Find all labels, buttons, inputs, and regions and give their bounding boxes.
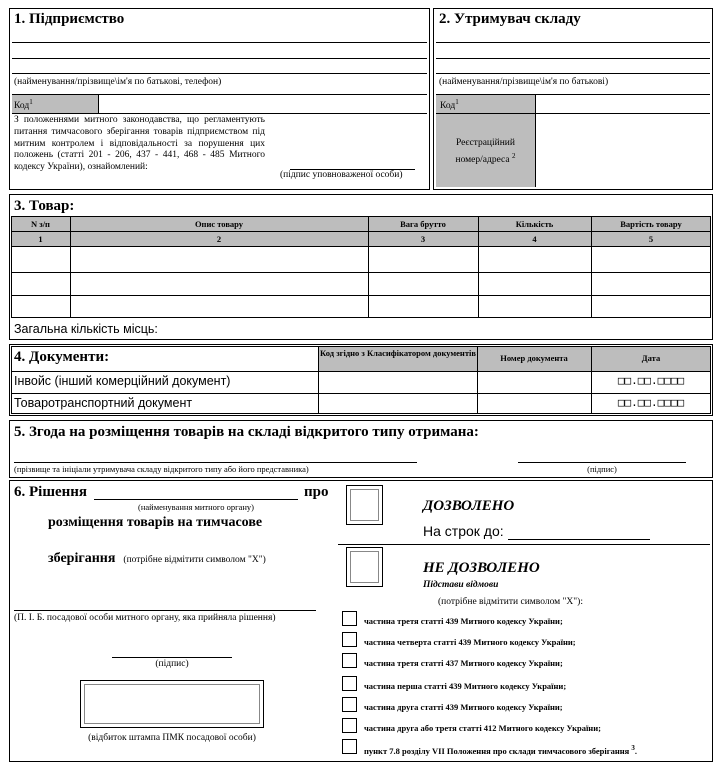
col-number: 3 (420, 234, 426, 244)
divider (535, 94, 536, 187)
consent-name-caption: (прізвище та ініціали утримувача складу відкритого типу або його представника) (14, 464, 309, 474)
col-header-date: Дата (641, 353, 661, 363)
allowed-checkbox[interactable] (346, 485, 383, 525)
section-goods-title: 3. Товар: (14, 198, 75, 214)
decision-signature-caption: (підпис) (155, 659, 189, 669)
name-line (436, 58, 710, 59)
official-line (14, 610, 316, 611)
term-line (508, 539, 650, 540)
divider (70, 216, 71, 318)
col-number: 5 (648, 234, 654, 244)
signature-line (112, 657, 232, 658)
signature-caption: (підпис уповноваженої особи) (280, 170, 403, 180)
reason-label: частина третя статті 437 Митного кодексу України; (364, 658, 563, 668)
divider (11, 246, 711, 247)
stamp-caption: (відбиток штампа ПМК посадової особи) (88, 733, 256, 743)
reason-label: частина друга або третя статті 412 Митного кодексу України; (364, 723, 601, 733)
signature-line (518, 462, 686, 463)
reason-checkbox[interactable] (342, 718, 357, 733)
holder-name-caption: (найменування/прізвище\ім'я по батькові) (439, 77, 609, 87)
decision-line-2: розміщення товарів на тимчасове (48, 515, 263, 530)
signature-line (14, 462, 417, 463)
reason-label: частина перша статті 439 Митного кодексу України; (364, 681, 567, 691)
name-line (12, 73, 427, 74)
divider (436, 113, 710, 114)
reason-label: пункт 7.8 розділу VII Положення про склади тимчасового зберігання $^3$. (364, 744, 638, 756)
total-places-label: Загальна кількість місць: (14, 322, 158, 336)
reason-checkbox[interactable] (342, 739, 357, 754)
section-enterprise-title: 1. Підприємство (14, 11, 125, 27)
official-caption: (П. І. Б. посадової особи митного органу, яка прийняла рішення) (14, 613, 276, 623)
enterprise-code-label: Код$^1$ (14, 98, 33, 112)
not-allowed-checkbox[interactable] (346, 547, 383, 587)
doc-date-invoice: □□.□□.□□□□ (617, 374, 685, 387)
not-allowed-label: НЕ ДОЗВОЛЕНО (423, 560, 540, 576)
col-number: 2 (216, 234, 222, 244)
col-header-gross-weight: Вага брутто (400, 219, 446, 229)
col-header-quantity: Кількість (515, 219, 554, 229)
refusal-label: Підстави відмови (423, 580, 499, 590)
authority-caption: (найменування митного органу) (138, 502, 254, 512)
registration-label: Реєстраційний номер/адреса $^2$ (455, 138, 516, 166)
reason-label: частина третя статті 439 Митного кодексу України; (364, 616, 563, 626)
divider (11, 295, 711, 296)
divider (98, 94, 99, 113)
divider (11, 371, 711, 372)
divider (338, 544, 710, 545)
doc-row-invoice: Інвойс (інший комерційний документ) (14, 374, 231, 388)
name-line (436, 73, 710, 74)
name-line (436, 42, 710, 43)
enterprise-name-caption: (найменування/прізвище\ім'я по батькові, телефон) (14, 77, 222, 87)
stamp-box (80, 680, 264, 728)
holder-code-label: Код$^1$ (440, 98, 459, 112)
reason-checkbox[interactable] (342, 632, 357, 647)
section-consent-title: 5. Згода на розміщення товарів на складі відкритого типу отримана: (14, 424, 479, 440)
consent-signature-caption: (підпис) (587, 464, 617, 474)
doc-row-transport: Товаротранспортний документ (14, 396, 193, 410)
decision-line-3: зберігання (потрібне відмітити символом "Х") (48, 551, 266, 566)
reason-checkbox[interactable] (342, 611, 357, 626)
section-decision-title: 6. Рішення (14, 484, 88, 500)
divider (11, 272, 711, 273)
legal-statement: З положеннями митного законодавства, що регламентують питання тимчасового зберігання товарів підприємством під митним контролем і відповідальності за порушення цих положень (статті 201 - 206, 437 - 441, 468 - 485 Митного кодексу України), ознайомлений: (14, 115, 265, 173)
section-warehouse-holder-title: 2. Утримувач складу (439, 11, 581, 27)
col-number: 4 (532, 234, 537, 244)
divider (591, 216, 592, 318)
divider (368, 216, 369, 318)
term-label: На строк до: (423, 523, 504, 539)
col-number: 1 (38, 234, 43, 244)
reason-checkbox[interactable] (342, 676, 357, 691)
divider (12, 113, 427, 114)
col-header-description: Опис товару (194, 219, 244, 229)
refusal-hint: (потрібне відмітити символом "Х"): (438, 597, 583, 607)
name-line (12, 58, 427, 59)
reason-checkbox[interactable] (342, 653, 357, 668)
section-documents-title: 4. Документи: (14, 349, 110, 365)
doc-date-transport: □□.□□.□□□□ (617, 396, 685, 409)
name-line (12, 42, 427, 43)
divider (478, 216, 479, 318)
col-header-doc-number: Номер документа (500, 353, 568, 363)
reason-checkbox[interactable] (342, 697, 357, 712)
decision-pro: про (304, 484, 329, 500)
reason-label: частина друга статті 439 Митного кодексу України; (364, 702, 563, 712)
divider (11, 231, 711, 232)
col-header-doc-code: Код згідно з Класифікатором документів (320, 348, 476, 358)
divider (11, 393, 711, 394)
allowed-label: ДОЗВОЛЕНО (423, 498, 515, 514)
col-header-value: Вартість товару (620, 219, 682, 229)
reason-label: частина четверта статті 439 Митного кодексу України; (364, 637, 576, 647)
col-header-number: N з/п (31, 219, 50, 229)
authority-line (94, 499, 298, 500)
